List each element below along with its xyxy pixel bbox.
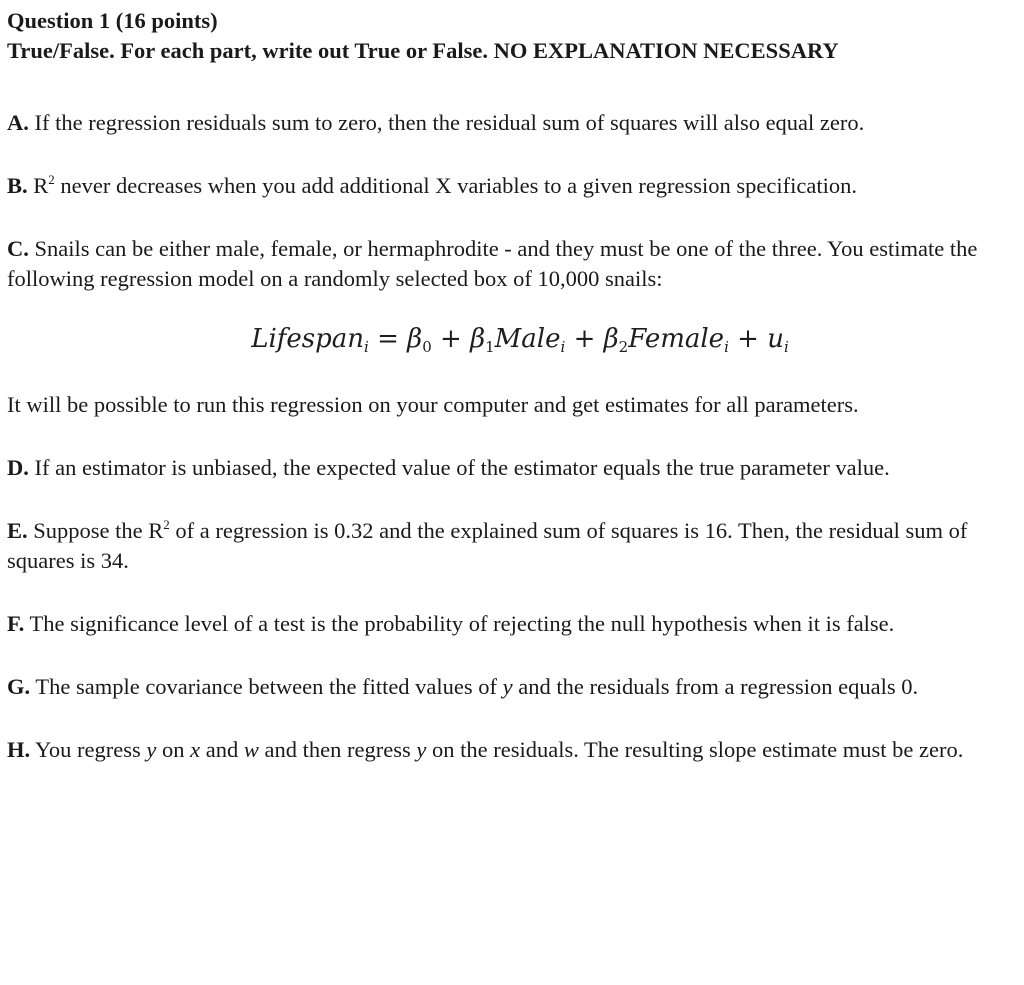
equation-beta0: β — [407, 324, 423, 354]
part-h-t2: on — [162, 737, 185, 762]
part-h — [7, 735, 1012, 765]
equation-male: Male — [494, 324, 561, 354]
part-g-y: y — [502, 674, 513, 699]
part-g-post: and the residuals from a regression equals 0. — [518, 674, 919, 699]
part-b-text: never decreases when you add additional X variables to a given regression specification. — [60, 173, 857, 198]
equation-beta2-subscript: 2 — [618, 338, 629, 356]
part-h-t4: and then regress — [264, 737, 411, 762]
equation-beta0-subscript: 0 — [422, 338, 432, 356]
part-g-pre: The sample covariance between the fitted values of — [35, 674, 498, 699]
part-h-t1: You regress — [34, 737, 141, 762]
part-e-post: of a regression is 0.32 and the explained sum of squares is 16. Then, the residual sum of squares is 34. — [7, 518, 968, 573]
part-a-text: If the regression residuals sum to zero, then the residual sum of squares will also equal zero. — [34, 110, 865, 135]
equation-error: u — [767, 324, 784, 354]
part-c-text: Snails can be either male, female, or hermaphrodite - and they must be one of the three. You estimate the following regression model on a randomly selected box of 10,000 snails: — [7, 236, 978, 291]
part-d-text: If an estimator is unbiased, the expected value of the estimator equals the true parameter value. — [34, 455, 890, 480]
part-b-letter: B. — [7, 173, 28, 198]
part-h-t5: on the residuals. The resulting slope estimate must be zero. — [432, 737, 964, 762]
regression-equation — [7, 324, 1017, 354]
part-b-r: R — [33, 173, 49, 198]
part-c-letter: C. — [7, 236, 29, 261]
part-g-letter: G. — [7, 674, 31, 699]
equation-female: Female — [628, 324, 725, 354]
part-f — [7, 609, 1017, 639]
part-a — [7, 108, 982, 138]
part-e-letter: E. — [7, 518, 28, 543]
part-h-y2: y — [416, 737, 427, 762]
part-g — [7, 672, 1007, 702]
question-title: Question 1 (16 points) — [7, 8, 218, 33]
part-b-superscript: 2 — [48, 172, 55, 187]
part-d-letter: D. — [7, 455, 29, 480]
equation-beta2: β — [603, 324, 619, 354]
equation-lhs: Lifespan — [251, 324, 365, 354]
equation-plus-2: + — [573, 324, 596, 354]
part-c-followup: It will be possible to run this regression on your computer and get estimates for all parameters. — [7, 392, 859, 417]
question-instructions: True/False. For each part, write out True or False. NO EXPLANATION NECESSARY — [7, 38, 839, 63]
part-h-t3: and — [205, 737, 239, 762]
equation-lhs-subscript: i — [364, 338, 369, 356]
part-f-letter: F. — [7, 611, 25, 636]
part-c — [7, 234, 1007, 294]
part-b — [7, 171, 907, 201]
part-d — [7, 453, 1007, 483]
part-h-letter: H. — [7, 737, 31, 762]
part-e — [7, 516, 1007, 576]
part-h-x: x — [190, 737, 201, 762]
part-e-superscript: 2 — [163, 517, 170, 532]
equation-equals: = — [377, 324, 399, 354]
part-h-w: w — [243, 737, 259, 762]
part-a-letter: A. — [7, 110, 29, 135]
equation-beta1-subscript: 1 — [485, 338, 495, 356]
question-page — [7, 6, 1017, 765]
equation-male-subscript: i — [560, 338, 566, 356]
part-f-text: The significance level of a test is the probability of rejecting the null hypothesis when it is false. — [29, 611, 895, 636]
equation-female-subscript: i — [724, 338, 729, 356]
part-e-pre: Suppose the R — [33, 518, 164, 543]
equation-error-subscript: i — [783, 338, 789, 356]
part-h-y1: y — [146, 737, 157, 762]
equation-beta1: β — [470, 324, 486, 354]
equation-plus-3: + — [737, 324, 759, 354]
equation-plus-1: + — [440, 324, 462, 354]
